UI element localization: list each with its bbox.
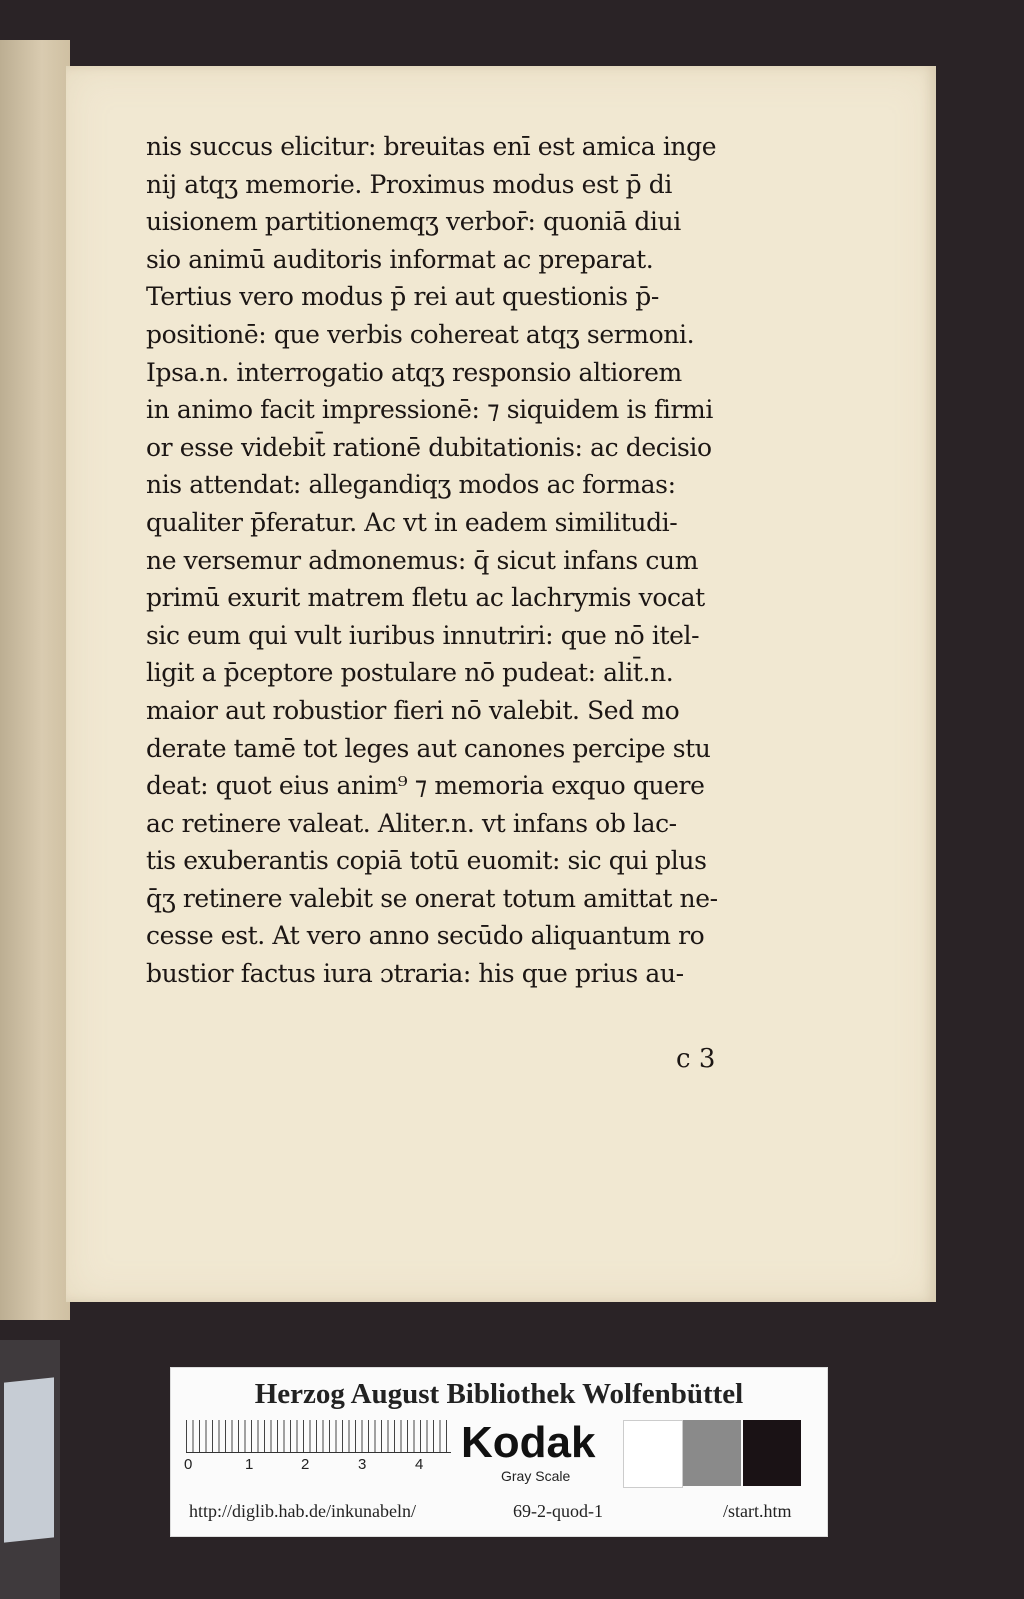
collection-url: http://diglib.hab.de/inkunabeln/ xyxy=(189,1501,416,1521)
text-line: cesse est. At vero anno secūdo aliquantum ro xyxy=(146,921,705,951)
shelfmark: 69-2-quod-1 xyxy=(513,1501,603,1521)
white-swatch xyxy=(623,1420,683,1488)
text-line: ac retinere valeat. Aliter.n. vt infans ob lac- xyxy=(146,808,677,838)
text-line: ligit a p̄ceptore postulare nō pudeat: alit̄.n. xyxy=(146,658,674,688)
spine-label xyxy=(4,1377,54,1542)
text-line: maior aut robustior fieri nō valebit. Sed mo xyxy=(146,695,680,725)
ruler-number: 3 xyxy=(358,1456,367,1473)
text-line: positionē: que verbis cohereat atqʒ sermoni. xyxy=(146,319,695,349)
text-line: nis attendat: allegandiqʒ modos ac formas: xyxy=(146,470,676,500)
black-swatch xyxy=(743,1420,801,1486)
text-line: sic eum qui vult iuribus innutriri: que nō itel- xyxy=(146,620,700,650)
adjacent-page-edge xyxy=(0,40,70,1320)
start-path: /start.htm xyxy=(723,1501,792,1521)
library-name: Herzog August Bibliothek Wolfenbüttel xyxy=(254,1378,744,1410)
text-line: in animo facit impressionē: ⁊ siquidem is firmi xyxy=(146,395,713,425)
text-line: tis exuberantis copiā totū euomit: sic qui plus xyxy=(146,846,707,876)
text-line: derate tamē tot leges aut canones percipe stu xyxy=(146,733,711,763)
text-line: deat: quot eius anim⁹ ⁊ memoria exquo quere xyxy=(146,771,705,801)
text-line: Ipsa.n. interrogatio atqʒ responsio altiorem xyxy=(146,357,682,387)
text-line: nij atqʒ memorie. Proximus modus est p̄ di xyxy=(146,169,673,199)
gray-scale-label: Gray Scale xyxy=(501,1468,571,1484)
text-line: q̄ʒ retinere valebit se onerat totum amittat ne- xyxy=(146,883,718,913)
ruler-number: 0 xyxy=(184,1456,193,1473)
text-line: uisionem partitionemqʒ verbor̄: quoniā diui xyxy=(146,207,681,237)
color-target-card xyxy=(170,1367,828,1537)
kodak-logo: Kodak xyxy=(461,1418,596,1467)
text-line: qualiter p̄feratur. Ac vt in eadem similitudi- xyxy=(146,507,678,537)
text-line: primū exurit matrem fletu ac lachrymis vocat xyxy=(146,583,705,613)
ruler-number: 1 xyxy=(245,1456,254,1473)
ruler-number: 4 xyxy=(415,1456,424,1473)
text-line: sio animū auditoris informat ac preparat. xyxy=(146,244,654,274)
text-line: nis succus elicitur: breuitas enī est amica inge xyxy=(146,132,717,161)
page-text xyxy=(146,128,766,993)
text-line: bustior factus iura ɔtraria: his que prius au- xyxy=(146,959,684,989)
text-line: Tertius vero modus p̄ rei aut questionis p̄- xyxy=(146,282,659,312)
scale-ruler xyxy=(186,1420,451,1453)
text-line: ne versemur admonemus: q̄ sicut infans cum xyxy=(146,545,699,575)
gray-swatch xyxy=(683,1420,741,1486)
book-page xyxy=(66,66,936,1302)
text-line: or esse videbit̄ rationē dubitationis: ac decisio xyxy=(146,432,712,462)
ruler-number: 2 xyxy=(301,1456,310,1473)
signature-mark: c 3 xyxy=(676,1044,716,1074)
